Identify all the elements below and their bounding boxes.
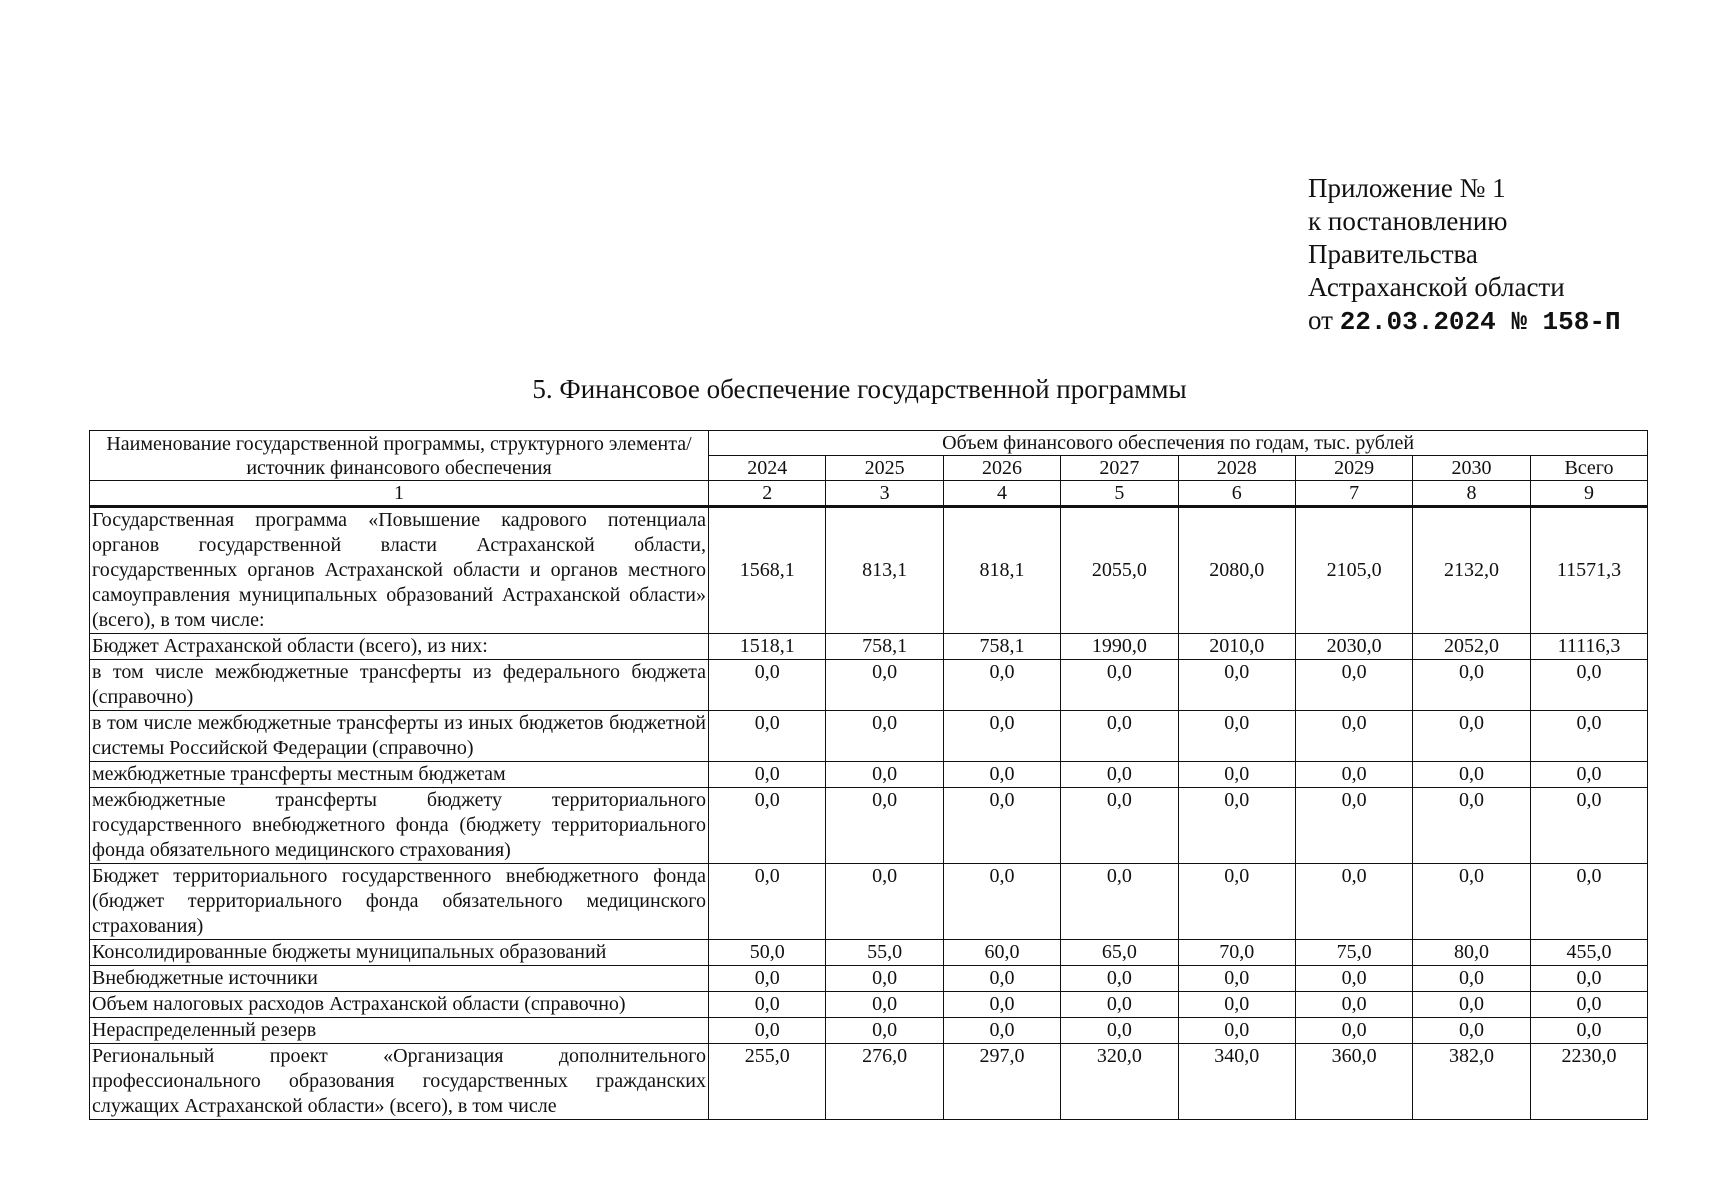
value-cell: 0,0 <box>1530 660 1647 711</box>
year-header: 2027 <box>1061 456 1178 481</box>
value-cell: 0,0 <box>1413 711 1530 762</box>
row-label: межбюджетные трансферты местным бюджетам <box>90 762 709 788</box>
appendix-line: к постановлению <box>1308 206 1508 236</box>
value-cell: 0,0 <box>1178 660 1295 711</box>
table-row <box>90 966 1648 992</box>
value-cell: 297,0 <box>943 1044 1060 1120</box>
value-cell: 0,0 <box>1295 660 1412 711</box>
value-cell: 2105,0 <box>1295 507 1412 634</box>
value-cell: 0,0 <box>943 864 1060 940</box>
year-header: 2029 <box>1295 456 1412 481</box>
table-row <box>90 864 1648 940</box>
value-cell: 0,0 <box>1061 1018 1178 1044</box>
value-cell: 0,0 <box>943 1018 1060 1044</box>
value-cell: 0,0 <box>1061 966 1178 992</box>
value-cell: 0,0 <box>709 992 826 1018</box>
column-number: 1 <box>90 481 709 507</box>
value-cell: 455,0 <box>1530 940 1647 966</box>
value-cell: 0,0 <box>826 711 943 762</box>
value-cell: 0,0 <box>1178 762 1295 788</box>
year-header: 2024 <box>709 456 826 481</box>
table-row <box>90 1018 1648 1044</box>
value-cell: 0,0 <box>1413 788 1530 864</box>
value-cell: 0,0 <box>1413 1018 1530 1044</box>
value-cell: 0,0 <box>1061 788 1178 864</box>
row-label: Нераспределенный резерв <box>90 1018 709 1044</box>
table-row <box>90 634 1648 660</box>
value-cell: 2132,0 <box>1413 507 1530 634</box>
row-label: Бюджет Астраханской области (всего), из них: <box>90 634 709 660</box>
value-cell: 0,0 <box>1530 788 1647 864</box>
column-number: 8 <box>1413 481 1530 507</box>
value-cell: 0,0 <box>709 762 826 788</box>
value-cell: 0,0 <box>709 864 826 940</box>
table-row <box>90 788 1648 864</box>
year-header: 2026 <box>943 456 1060 481</box>
year-header: 2030 <box>1413 456 1530 481</box>
table-body <box>90 507 1648 1120</box>
value-cell: 0,0 <box>1530 966 1647 992</box>
column-number: 3 <box>826 481 943 507</box>
value-cell: 0,0 <box>1061 762 1178 788</box>
value-cell: 0,0 <box>1295 864 1412 940</box>
column-number: 6 <box>1178 481 1295 507</box>
table-row <box>90 762 1648 788</box>
value-cell: 0,0 <box>826 864 943 940</box>
row-label: межбюджетные трансферты бюджету территориального государственного внебюджетного фонда (бюджету территориального фонда обязательного медицинского страхования) <box>90 788 709 864</box>
value-cell: 0,0 <box>943 992 1060 1018</box>
value-cell: 2030,0 <box>1295 634 1412 660</box>
value-cell: 75,0 <box>1295 940 1412 966</box>
value-cell: 340,0 <box>1178 1044 1295 1120</box>
value-cell: 0,0 <box>1295 966 1412 992</box>
value-cell: 0,0 <box>709 1018 826 1044</box>
value-cell: 0,0 <box>1061 711 1178 762</box>
year-header: 2025 <box>826 456 943 481</box>
value-cell: 0,0 <box>826 660 943 711</box>
value-cell: 0,0 <box>1178 788 1295 864</box>
value-cell: 382,0 <box>1413 1044 1530 1120</box>
value-cell: 0,0 <box>1178 864 1295 940</box>
row-label: Консолидированные бюджеты муниципальных образований <box>90 940 709 966</box>
value-cell: 55,0 <box>826 940 943 966</box>
value-cell: 0,0 <box>1295 711 1412 762</box>
table-row <box>90 660 1648 711</box>
value-cell: 758,1 <box>826 634 943 660</box>
value-cell: 0,0 <box>1530 864 1647 940</box>
column-number: 4 <box>943 481 1060 507</box>
value-cell: 1518,1 <box>709 634 826 660</box>
appendix-line: Приложение № 1 <box>1308 173 1506 203</box>
appendix-line: Астраханской области <box>1308 272 1565 302</box>
value-cell: 818,1 <box>943 507 1060 634</box>
row-label: в том числе межбюджетные трансферты из федерального бюджета (справочно) <box>90 660 709 711</box>
value-cell: 0,0 <box>1061 864 1178 940</box>
value-cell: 0,0 <box>1178 966 1295 992</box>
value-cell: 0,0 <box>1530 1018 1647 1044</box>
value-cell: 0,0 <box>943 966 1060 992</box>
row-label: в том числе межбюджетные трансферты из иных бюджетов бюджетной системы Российской Федерации (справочно) <box>90 711 709 762</box>
year-header: Всего <box>1530 456 1647 481</box>
value-cell: 0,0 <box>1178 992 1295 1018</box>
value-cell: 0,0 <box>1178 1018 1295 1044</box>
value-cell: 0,0 <box>1413 864 1530 940</box>
value-cell: 0,0 <box>1413 966 1530 992</box>
value-cell: 0,0 <box>826 966 943 992</box>
value-cell: 0,0 <box>1413 660 1530 711</box>
value-cell: 0,0 <box>943 762 1060 788</box>
appendix-line: Правительства <box>1308 239 1478 269</box>
value-cell: 2230,0 <box>1530 1044 1647 1120</box>
row-label: Государственная программа «Повышение кадрового потенциала органов государственной власти Астраханской области, государственных органов Астраханской области и органов местного самоуправления муниципальных образований Астраханской области» (всего), в том числе: <box>90 507 709 634</box>
value-cell: 0,0 <box>1530 711 1647 762</box>
value-cell: 0,0 <box>1295 762 1412 788</box>
table-row <box>90 1044 1648 1120</box>
financing-table <box>89 430 1648 1120</box>
volume-header: Объем финансового обеспечения по годам, тыс. рублей <box>709 431 1648 456</box>
appendix-date-prefix: от <box>1308 305 1333 335</box>
value-cell: 0,0 <box>709 660 826 711</box>
value-cell: 2080,0 <box>1178 507 1295 634</box>
value-cell: 0,0 <box>1178 711 1295 762</box>
appendix-date-stamp: 22.03.2024 № 158-П <box>1339 307 1621 337</box>
value-cell: 2052,0 <box>1413 634 1530 660</box>
column-number-row <box>90 481 1648 507</box>
row-label: Внебюджетные источники <box>90 966 709 992</box>
value-cell: 0,0 <box>1530 992 1647 1018</box>
column-number: 9 <box>1530 481 1647 507</box>
table-row <box>90 992 1648 1018</box>
value-cell: 50,0 <box>709 940 826 966</box>
table-row <box>90 940 1648 966</box>
row-label: Региональный проект «Организация дополнительного профессионального образования государственных гражданских служащих Астраханской области» (всего), в том числе <box>90 1044 709 1120</box>
section-title: 5. Финансовое обеспечение государственной программы <box>532 374 1187 404</box>
value-cell: 0,0 <box>709 966 826 992</box>
table-row <box>90 507 1648 634</box>
name-column-header: Наименование государственной программы, структурного элемента/источник финансового обеспечения <box>90 431 709 481</box>
value-cell: 0,0 <box>709 788 826 864</box>
value-cell: 1568,1 <box>709 507 826 634</box>
value-cell: 0,0 <box>826 992 943 1018</box>
value-cell: 65,0 <box>1061 940 1178 966</box>
value-cell: 0,0 <box>826 788 943 864</box>
value-cell: 0,0 <box>943 711 1060 762</box>
value-cell: 11571,3 <box>1530 507 1647 634</box>
appendix-date-line <box>1308 304 1621 339</box>
value-cell: 0,0 <box>1295 992 1412 1018</box>
value-cell: 0,0 <box>1295 1018 1412 1044</box>
value-cell: 0,0 <box>943 788 1060 864</box>
table-row <box>90 711 1648 762</box>
value-cell: 0,0 <box>943 660 1060 711</box>
year-header: 2028 <box>1178 456 1295 481</box>
value-cell: 0,0 <box>1061 660 1178 711</box>
column-number: 7 <box>1295 481 1412 507</box>
value-cell: 2010,0 <box>1178 634 1295 660</box>
value-cell: 0,0 <box>1061 992 1178 1018</box>
value-cell: 0,0 <box>1413 992 1530 1018</box>
value-cell: 255,0 <box>709 1044 826 1120</box>
row-label: Бюджет территориального государственного внебюджетного фонда (бюджет территориального фонда обязательного медицинского страхования) <box>90 864 709 940</box>
value-cell: 0,0 <box>1530 762 1647 788</box>
value-cell: 1990,0 <box>1061 634 1178 660</box>
value-cell: 0,0 <box>826 762 943 788</box>
value-cell: 758,1 <box>943 634 1060 660</box>
column-number: 2 <box>709 481 826 507</box>
value-cell: 0,0 <box>1413 762 1530 788</box>
value-cell: 60,0 <box>943 940 1060 966</box>
appendix-block <box>1308 172 1621 339</box>
value-cell: 0,0 <box>709 711 826 762</box>
value-cell: 0,0 <box>1295 788 1412 864</box>
value-cell: 11116,3 <box>1530 634 1647 660</box>
value-cell: 80,0 <box>1413 940 1530 966</box>
value-cell: 276,0 <box>826 1044 943 1120</box>
value-cell: 70,0 <box>1178 940 1295 966</box>
value-cell: 320,0 <box>1061 1044 1178 1120</box>
value-cell: 360,0 <box>1295 1044 1412 1120</box>
column-number: 5 <box>1061 481 1178 507</box>
value-cell: 2055,0 <box>1061 507 1178 634</box>
row-label: Объем налоговых расходов Астраханской области (справочно) <box>90 992 709 1018</box>
value-cell: 0,0 <box>826 1018 943 1044</box>
value-cell: 813,1 <box>826 507 943 634</box>
